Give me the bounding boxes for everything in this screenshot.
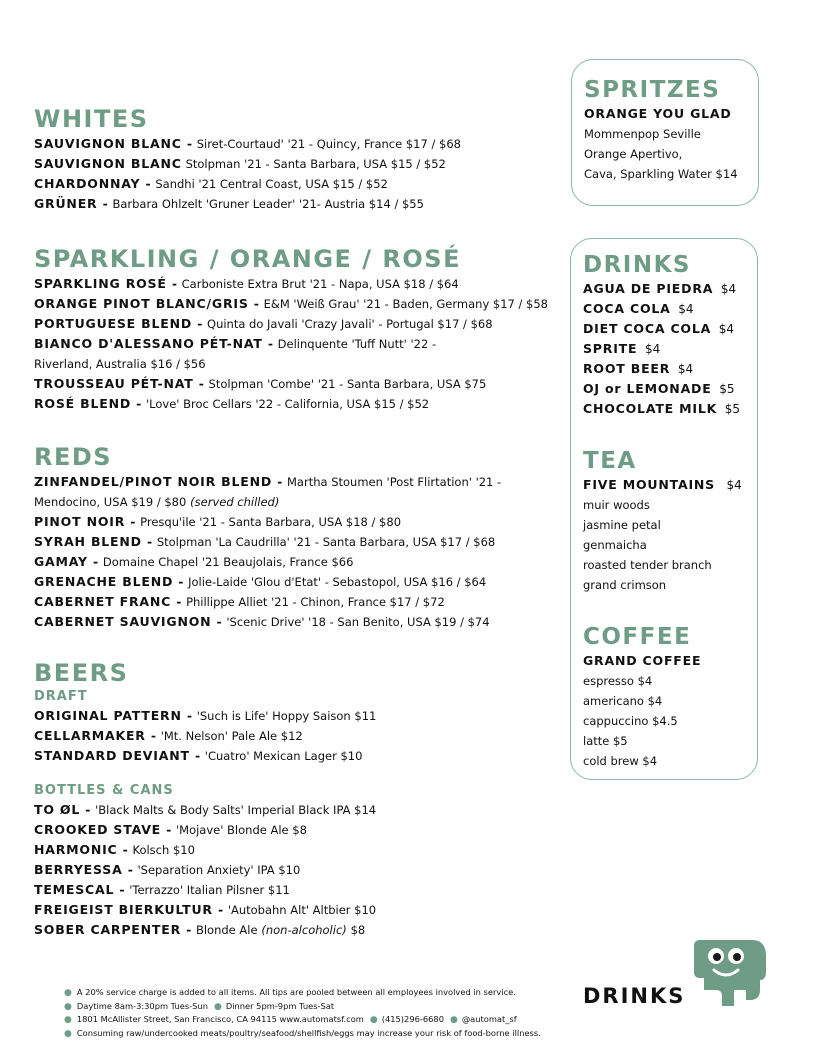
item-detail: Siret-Courtaud' '21 - Quincy, France $17 / $68 — [196, 137, 461, 151]
drink-item — [583, 399, 745, 419]
menu-item — [34, 472, 574, 492]
drink-name: SPRITE — [583, 341, 638, 356]
item-detail: 'Separation Anxiety' IPA $10 — [137, 863, 301, 877]
menu-item — [34, 920, 574, 940]
tea-item: genmaicha — [583, 538, 647, 552]
item-name: HARMONIC - — [34, 842, 129, 857]
item-name: PINOT NOIR - — [34, 514, 137, 529]
bullet-icon: ● — [64, 988, 72, 998]
drinks-title: DRINKS — [583, 252, 691, 278]
item-name: GRÜNER - — [34, 196, 109, 211]
drink-item — [583, 319, 745, 339]
item-detail: Mendocino, USA $19 / $80 — [34, 495, 187, 509]
item-detail: 'Terrazzo' Italian Pilsner $11 — [129, 883, 290, 897]
menu-item — [34, 800, 574, 820]
drinks-tea-coffee-box — [570, 238, 758, 780]
bullet-icon: ● — [64, 1015, 72, 1025]
menu-item — [34, 334, 574, 354]
drink-price: $5 — [724, 402, 741, 416]
item-name: SPARKLING ROSÉ - — [34, 276, 178, 291]
item-detail: 'Love' Broc Cellars '22 - California, USA $15 / $52 — [145, 397, 430, 411]
footer-notes — [64, 986, 584, 1040]
daytime-hours: Daytime 8am-3:30pm Tues-Sun — [76, 1000, 208, 1011]
whites-list — [34, 134, 574, 214]
item-detail: Stolpman 'Combe' '21 - Santa Barbara, USA $75 — [208, 377, 487, 391]
beers-title: BEERS — [34, 659, 129, 687]
item-detail: 'Scenic Drive' '18 - San Benito, USA $19 / $74 — [226, 615, 490, 629]
address-website: 1801 McAllister Street, San Francisco, CA 94115 www.automatsf.com — [76, 1014, 364, 1024]
footer-line — [64, 986, 584, 1000]
menu-item — [34, 154, 574, 174]
spritz-line: Mommenpop Seville — [584, 127, 701, 141]
menu-item — [34, 492, 574, 512]
menu-item — [34, 394, 574, 414]
bullet-icon: ● — [64, 1001, 72, 1012]
drink-name: DIET COCA COLA — [583, 321, 712, 336]
tea-header — [583, 475, 745, 495]
drink-price: $4 — [677, 362, 694, 376]
item-detail: Domaine Chapel '21 Beaujolais, France $66 — [102, 555, 354, 569]
phone-number: (415)296-6680 — [381, 1014, 444, 1024]
item-name: CABERNET FRANC - — [34, 594, 183, 609]
tea-title: TEA — [583, 448, 637, 474]
menu-item — [34, 592, 574, 612]
coffee-item: latte $5 — [583, 734, 628, 748]
item-detail: 'Autobahn Alt' Altbier $10 — [227, 903, 377, 917]
drink-price: $4 — [678, 302, 694, 316]
item-detail: Kolsch $10 — [132, 843, 195, 857]
menu-item — [34, 572, 574, 592]
tea-list — [583, 495, 745, 595]
item-name: CHARDONNAY - — [34, 176, 152, 191]
item-name: SYRAH BLEND - — [34, 534, 153, 549]
item-detail: Barbara Ohlzelt 'Gruner Leader' '21- Austria $14 / $55 — [112, 197, 424, 211]
drink-name: COCA COLA — [583, 301, 671, 316]
tea-item: muir woods — [583, 498, 650, 512]
drink-item — [583, 299, 745, 319]
item-detail: 'Such is Life' Hoppy Saison $11 — [196, 709, 377, 723]
whites-section — [34, 104, 574, 214]
item-detail: E&M 'Weiß Grau' '21 - Baden, Germany $17 / $58 — [263, 297, 548, 311]
drink-price: $4 — [644, 342, 661, 356]
coffee-item: cold brew $4 — [583, 754, 658, 768]
item-name: FREIGEIST BIERKULTUR - — [34, 902, 224, 917]
item-name: ORIGINAL PATTERN - — [34, 708, 193, 723]
draft-subheading: DRAFT — [34, 689, 88, 704]
menu-item — [34, 134, 574, 154]
item-name: TROUSSEAU PÉT-NAT - — [34, 376, 205, 391]
item-detail: 'Black Malts & Body Salts' Imperial Black IPA $14 — [95, 803, 377, 817]
item-detail: 'Mojave' Blonde Ale $8 — [175, 823, 307, 837]
service-charge-note: A 20% service charge is added to all items. All tips are pooled between all employees involved in service. — [76, 987, 516, 997]
spritzes-box — [571, 59, 759, 206]
reds-title: REDS — [34, 443, 113, 471]
drink-item — [583, 339, 745, 359]
item-name: SAUVIGNON BLANC — [34, 156, 182, 171]
item-detail: Blonde Ale — [195, 923, 258, 937]
beers-section — [34, 658, 574, 940]
item-detail: Jolie-Laide 'Glou d'Etat' - Sebastopol, USA $16 / $64 — [188, 575, 487, 589]
item-name: CROOKED STAVE - — [34, 822, 173, 837]
brand-drinks-label: DRINKS — [583, 984, 686, 1008]
drink-name: AGUA DE PIEDRA — [583, 281, 714, 296]
item-name: GAMAY - — [34, 554, 100, 569]
coffee-item: espresso $4 — [583, 674, 653, 688]
menu-item — [34, 612, 574, 632]
coffee-item: cappuccino $4.5 — [583, 714, 678, 728]
spritz-name: ORANGE YOU GLAD — [584, 106, 732, 121]
item-detail: 'Mt. Nelson' Pale Ale $12 — [160, 729, 303, 743]
bullet-icon: ● — [450, 1015, 458, 1025]
item-name: CABERNET SAUVIGNON - — [34, 614, 223, 629]
bullet-icon: ● — [213, 1001, 222, 1012]
dinner-hours: Dinner 5pm-9pm Tues-Sat — [225, 1000, 335, 1011]
item-detail: Stolpman 'La Caudrilla' '21 - Santa Barbara, USA $17 / $68 — [156, 535, 496, 549]
menu-item — [34, 726, 574, 746]
drink-price: $5 — [719, 382, 735, 396]
item-name: CELLARMAKER - — [34, 728, 157, 743]
item-detail: Stolpman '21 - Santa Barbara, USA $15 / $52 — [185, 157, 446, 171]
menu-item — [34, 900, 574, 920]
drink-name: ROOT BEER — [583, 361, 671, 376]
menu-item — [34, 552, 574, 572]
coffee-list — [583, 671, 745, 771]
drink-price: $4 — [718, 322, 735, 336]
tea-item: roasted tender branch — [583, 558, 712, 572]
tea-item: jasmine petal — [583, 518, 661, 532]
item-detail: Carboniste Extra Brut '21 - Napa, USA $18 / $64 — [181, 277, 459, 291]
spritz-line: Orange Apertivo, — [584, 147, 683, 161]
footer-line — [64, 1000, 584, 1014]
item-detail: Phillippe Alliet '21 - Chinon, France $17 / $72 — [186, 595, 445, 609]
menu-item — [34, 354, 574, 374]
menu-item — [34, 294, 574, 314]
item-name: TO ØL - — [34, 802, 92, 817]
item-price: $8 — [350, 923, 366, 937]
item-name: TEMESCAL - — [34, 882, 126, 897]
menu-item — [34, 860, 574, 880]
draft-list — [34, 706, 574, 766]
bottles-list — [34, 800, 574, 940]
reds-section — [34, 442, 574, 632]
menu-item — [34, 532, 574, 552]
footer-line — [64, 1027, 584, 1041]
spritzes-title: SPRITZES — [584, 77, 721, 103]
whites-title: WHITES — [34, 105, 149, 133]
sparkling-section — [34, 244, 574, 414]
food-safety-note: Consuming raw/undercooked meats/poultry/seafood/shellfish/eggs may increase your risk of food-borne illness. — [76, 1027, 541, 1038]
menu-item — [34, 314, 574, 334]
item-detail: Quinta do Javali 'Crazy Javali' - Portugal $17 / $68 — [207, 317, 493, 331]
tea-item: grand crimson — [583, 578, 667, 592]
item-name: ZINFANDEL/PINOT NOIR BLEND - — [34, 474, 284, 489]
item-detail: Delinquente 'Tuff Nutt' '22 - — [277, 337, 437, 351]
automat-mascot-icon — [690, 934, 770, 1010]
spritz-line: Cava, Sparkling Water $14 — [584, 167, 738, 181]
social-handle: @automat_sf — [461, 1014, 517, 1024]
coffee-header: GRAND COFFEE — [583, 653, 702, 668]
sparkling-list — [34, 274, 574, 414]
item-name: STANDARD DEVIANT - — [34, 748, 201, 763]
coffee-item: americano $4 — [583, 694, 663, 708]
drinks-list — [583, 279, 745, 419]
tea-header-name: FIVE MOUNTAINS — [583, 477, 715, 492]
item-detail: Riverland, Australia $16 / $56 — [34, 357, 206, 371]
menu-item — [34, 820, 574, 840]
menu-item — [34, 194, 574, 214]
bullet-icon: ● — [369, 1015, 378, 1025]
item-name: BERRYESSA - — [34, 862, 134, 877]
item-name: BIANCO D'ALESSANO PÉT-NAT - — [34, 336, 274, 351]
item-name: GRENACHE BLEND - — [34, 574, 185, 589]
menu-item — [34, 840, 574, 860]
item-note: (served chilled) — [190, 495, 280, 509]
footer-line — [64, 1013, 584, 1027]
menu-item — [34, 706, 574, 726]
item-name: SOBER CARPENTER - — [34, 922, 193, 937]
drink-price: $4 — [720, 282, 737, 296]
item-name: SAUVIGNON BLANC - — [34, 136, 193, 151]
drink-item — [583, 359, 745, 379]
item-note: (non-alcoholic) — [261, 923, 347, 937]
drink-name: CHOCOLATE MILK — [583, 401, 718, 416]
item-detail: 'Cuatro' Mexican Lager $10 — [204, 749, 363, 763]
item-name: ROSÉ BLEND - — [34, 396, 143, 411]
tea-header-price: $4 — [726, 478, 742, 492]
menu-item — [34, 374, 574, 394]
bottles-subheading: BOTTLES & CANS — [34, 783, 174, 798]
menu-item — [34, 274, 574, 294]
sparkling-title: SPARKLING / ORANGE / ROSÉ — [34, 245, 461, 273]
bullet-icon: ● — [64, 1028, 72, 1039]
item-name: PORTUGUESE BLEND - — [34, 316, 204, 331]
menu-item — [34, 512, 574, 532]
drink-item — [583, 379, 745, 399]
menu-item — [34, 746, 574, 766]
drink-item — [583, 279, 745, 299]
coffee-title: COFFEE — [583, 624, 692, 650]
wine-beer-column — [34, 104, 574, 940]
menu-item — [34, 174, 574, 194]
item-detail: Martha Stoumen 'Post Flirtation' '21 - — [287, 475, 502, 489]
item-detail: Sandhi '21 Central Coast, USA $15 / $52 — [155, 177, 388, 191]
item-detail: Presqu'ile '21 - Santa Barbara, USA $18 / $80 — [140, 515, 402, 529]
reds-list — [34, 472, 574, 632]
menu-item — [34, 880, 574, 900]
drink-name: OJ or LEMONADE — [583, 381, 712, 396]
item-name: ORANGE PINOT BLANC/GRIS - — [34, 296, 260, 311]
